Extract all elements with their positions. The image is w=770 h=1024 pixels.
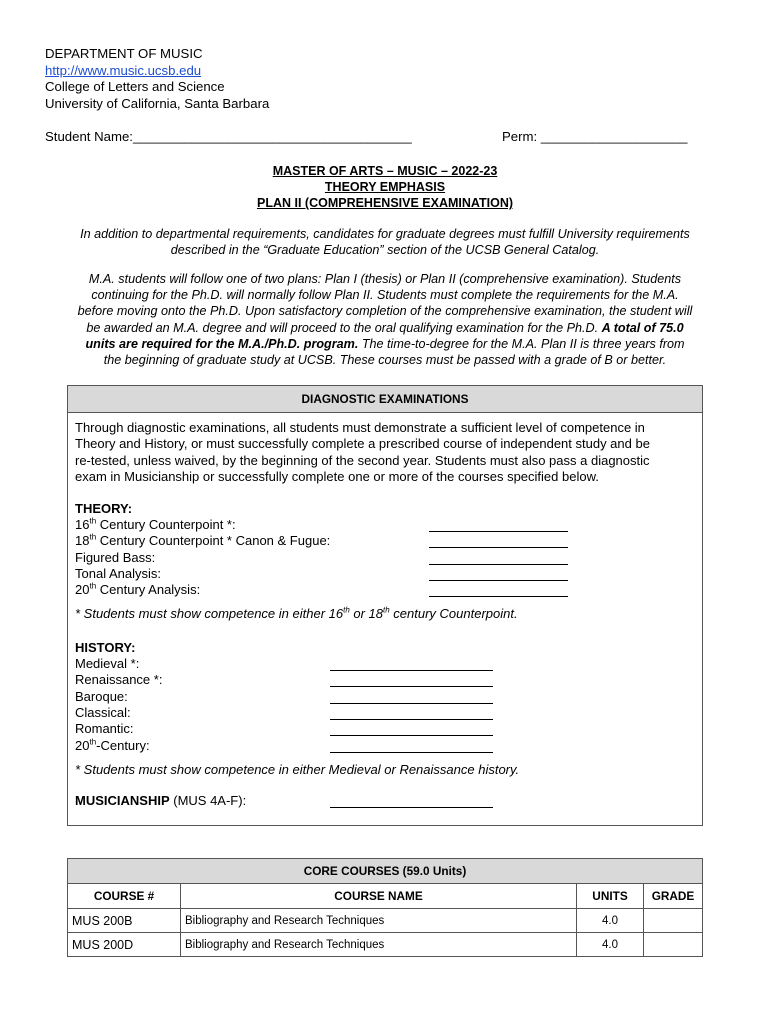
document-title (0, 163, 770, 211)
theory-answer-blank[interactable] (429, 596, 568, 597)
course-units: 4.0 (577, 909, 644, 933)
plans-line (40, 320, 730, 336)
history-answer-blank[interactable] (330, 752, 493, 753)
theory-item (75, 566, 161, 582)
theory-answer-blank[interactable] (429, 564, 568, 565)
theory-answer-blank[interactable] (429, 547, 568, 548)
history-item (75, 689, 128, 705)
theory-item-sup: th (89, 516, 97, 526)
musicianship-blank[interactable] (330, 807, 493, 808)
title-line-3: PLAN II (COMPREHENSIVE EXAMINATION) (256, 196, 514, 210)
core-courses-table (67, 858, 703, 957)
musicianship-row (75, 793, 246, 809)
department-url-link[interactable]: http://www.music.ucsb.edu (45, 62, 202, 78)
theory-item-text: Century Analysis: (96, 582, 201, 598)
header-course-name: COURSE NAME (181, 884, 577, 909)
history-title: HISTORY: (75, 640, 136, 655)
student-name-field[interactable]: Student Name:______________________________________ (45, 129, 412, 144)
theory-item-text: 18 (75, 533, 90, 549)
course-grade[interactable] (644, 909, 703, 933)
history-item (75, 656, 139, 672)
history-item-text: Baroque: (75, 688, 128, 704)
table-row (68, 933, 703, 957)
plans-line: continuing for the Ph.D. will normally follow Plan II. Students must complete the requirements for the M.A. (91, 288, 679, 303)
history-answer-blank[interactable] (330, 670, 493, 671)
theory-item (75, 517, 236, 533)
core-courses-caption: CORE COURSES (59.0 Units) (68, 859, 703, 884)
history-answer-blank[interactable] (330, 719, 493, 720)
history-item-text: 20 (75, 737, 90, 753)
student-info-row (45, 129, 725, 144)
header-course-num: COURSE # (68, 884, 181, 909)
perm-field[interactable]: Perm: ____________________ (502, 129, 688, 144)
plans-line: before moving onto the Ph.D. Upon satisfactory completion of the comprehensive examination, the student will (77, 304, 693, 319)
plans-line: M.A. students will follow one of two plans: Plan I (thesis) or Plan II (comprehensive examination). Students (88, 272, 682, 286)
history-item (75, 721, 134, 737)
history-item-sup: th (89, 737, 97, 747)
history-item (75, 705, 131, 721)
history-item-text: Classical: (75, 704, 131, 720)
history-item (75, 672, 162, 688)
theory-item-sup: th (89, 532, 97, 542)
musicianship-label: MUSICIANSHIP (75, 793, 170, 808)
theory-note-sup: th (343, 605, 350, 615)
college-name: College of Letters and Science (45, 79, 225, 94)
theory-item (75, 533, 330, 549)
course-units: 4.0 (577, 933, 644, 957)
theory-title: THEORY: (75, 501, 133, 516)
theory-item (75, 550, 155, 566)
course-num: MUS 200D (68, 933, 181, 957)
course-num: MUS 200B (68, 909, 181, 933)
title-line-2: THEORY EMPHASIS (324, 180, 446, 194)
history-answer-blank[interactable] (330, 735, 493, 736)
department-header (45, 46, 269, 112)
theory-item (75, 582, 200, 598)
university-name: University of California, Santa Barbara (45, 95, 270, 111)
theory-item-text: Century Counterpoint *: (96, 517, 236, 532)
diagnostic-para-line: re-tested, unless waived, by the beginning of the second year. Students must also pass a diagnostic (75, 452, 650, 468)
history-answer-blank[interactable] (330, 703, 493, 704)
theory-note-text: * Students must show competence in either 16 (75, 606, 344, 621)
musicianship-detail: (MUS 4A-F): (169, 793, 247, 808)
history-item-text: Romantic: (75, 721, 134, 737)
theory-item-text: 16 (75, 517, 90, 532)
theory-item-text: 20 (75, 582, 90, 598)
plans-text: be awarded an M.A. degree and will proceed to the oral qualifying examination for the Ph.D. (86, 320, 599, 335)
diagnostic-heading: DIAGNOSTIC EXAMINATIONS (68, 386, 702, 413)
history-note: * Students must show competence in either Medieval or Renaissance history. (75, 762, 520, 777)
diagnostic-exams-box (67, 385, 703, 826)
theory-answer-blank[interactable] (429, 531, 568, 532)
theory-note (75, 606, 518, 621)
header-units: UNITS (577, 884, 644, 909)
theory-note-text: century Counterpoint. (389, 606, 518, 621)
plans-emphasis: A total of 75.0 (601, 320, 684, 335)
course-name: Bibliography and Research Techniques (181, 909, 577, 933)
plans-text: The time-to-degree for the M.A. Plan II is three years from (361, 336, 685, 351)
theory-note-sup: th (383, 605, 390, 615)
plans-line: the beginning of graduate study at UCSB. These courses must be passed with a grade of B or better. (103, 353, 667, 368)
history-item-text: Medieval *: (75, 656, 140, 671)
diagnostic-para-line: Theory and History, or must successfully complete a prescribed course of independent study and be (75, 436, 650, 452)
course-name: Bibliography and Research Techniques (181, 933, 577, 957)
intro-line: In addition to departmental requirements, candidates for graduate degrees must fulfill University requirements (80, 227, 690, 241)
theory-item-sup: th (89, 581, 97, 591)
diagnostic-para-line: Through diagnostic examinations, all students must demonstrate a sufficient level of competence in (75, 420, 645, 435)
theory-item-text: Century Counterpoint * Canon & Fugue: (96, 533, 331, 549)
plans-line (40, 336, 730, 352)
theory-answer-blank[interactable] (429, 580, 568, 581)
plans-paragraph (40, 271, 730, 368)
theory-note-text: or 18 (349, 606, 384, 621)
core-header-row (68, 884, 703, 909)
diagnostic-para-line: exam in Musicianship or successfully complete one or more of the courses specified below. (75, 468, 599, 484)
table-row (68, 909, 703, 933)
history-item-text: Renaissance *: (75, 672, 163, 688)
plans-emphasis: units are required for the M.A./Ph.D. program. (85, 336, 359, 351)
intro-line: described in the “Graduate Education” section of the UCSB General Catalog. (170, 243, 600, 258)
header-grade: GRADE (644, 884, 703, 909)
course-grade[interactable] (644, 933, 703, 957)
history-answer-blank[interactable] (330, 686, 493, 687)
theory-item-text: Tonal Analysis: (75, 565, 161, 581)
history-item (75, 738, 150, 754)
theory-item-text: Figured Bass: (75, 549, 156, 565)
diagnostic-paragraph (75, 420, 695, 485)
intro-paragraph (40, 226, 730, 258)
department-name: DEPARTMENT OF MUSIC (45, 46, 203, 61)
title-line-1: MASTER OF ARTS – MUSIC – 2022-23 (272, 164, 498, 178)
history-item-text: -Century: (96, 737, 150, 753)
